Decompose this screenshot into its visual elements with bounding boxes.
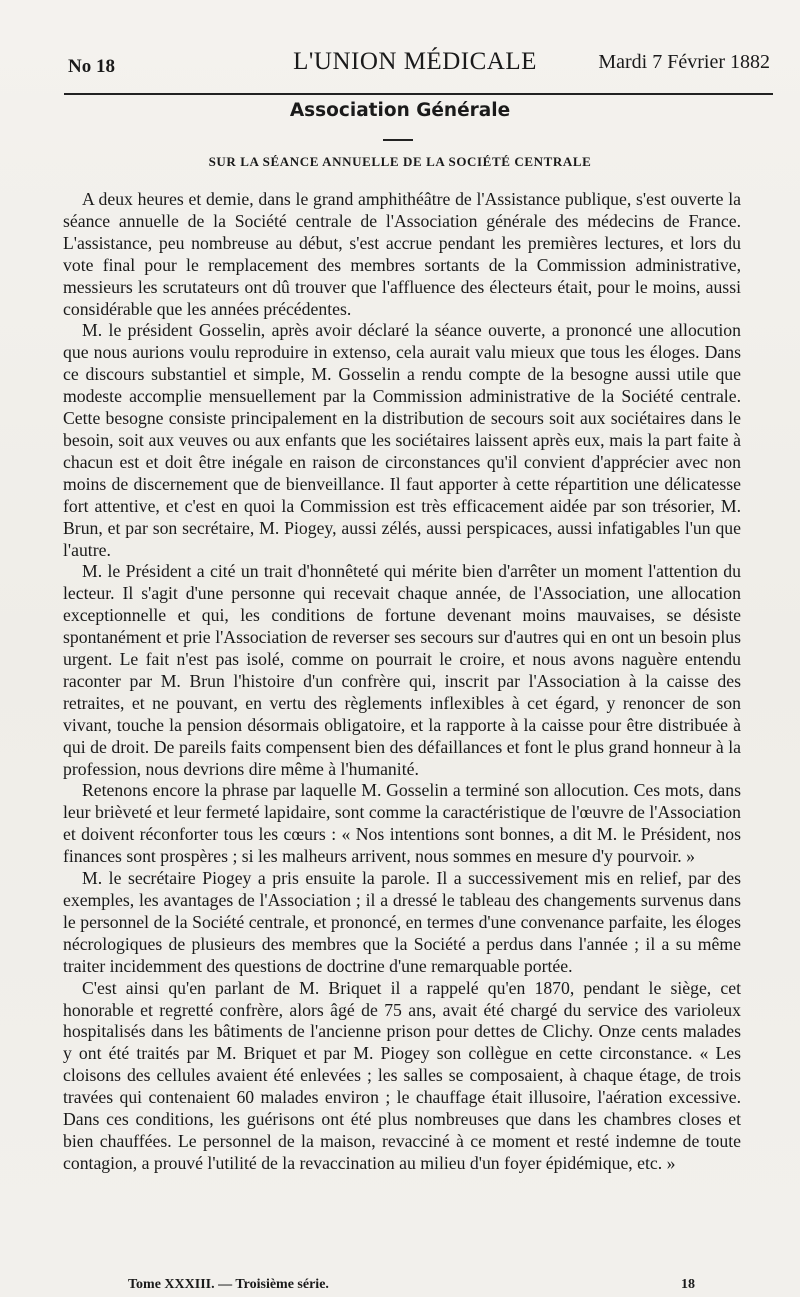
journal-title: L'UNION MÉDICALE	[293, 48, 537, 75]
issue-number: No 18	[68, 56, 115, 77]
title-rule	[383, 139, 413, 141]
paragraph: Retenons encore la phrase par laquelle M. Gosselin a terminé son allocution. Ces mots, dans leur brièveté et leur fermeté lapidaire, sont comme la caractéristique de l'œuvre de l'Association et doivent réconforter tous les cœurs : « Nos intentions sont bonnes, a dit M. le Président, nos finances sont prospères ; si les malheurs arrivent, nous sommes en mesure d'y pourvoir. »	[63, 780, 741, 867]
page-header	[60, 48, 770, 78]
page-number: 18	[681, 1277, 695, 1292]
article-body	[63, 189, 741, 1175]
header-rule	[64, 93, 773, 95]
section-title: Association Générale	[289, 100, 511, 121]
volume-label: Tome XXXIII. — Troisième série.	[128, 1277, 329, 1292]
paragraph: M. le Président a cité un trait d'honnêteté qui mérite bien d'arrêter un moment l'attention du lecteur. Il s'agit d'une personne qui recevait chaque année, de l'Association, une allocation exceptionnelle et qui, les conditions de fortune devenant moins mauvaises, se désiste spontanément et prie l'Association de reverser ses secours sur d'autres qui en ont un besoin plus urgent. Le fait n'est pas isolé, comme on pourrait le croire, et nous avons naguère entendu raconter par M. Brun l'histoire d'un confrère qui, inscrit par l'Association à la caisse des retraites, et ne pouvant, en vertu des règlements inflexibles à cet égard, y renoncer de son vivant, touche la pension désormais obligatoire, et la rapporte à la caisse pour être distribuée à qui de droit. De pareils faits compensent bien des défaillances et font le plus grand honneur à la profession, nous devrions dire même à l'humanité.	[63, 561, 741, 779]
section-subtitle: SUR LA SÉANCE ANNUELLE DE LA SOCIÉTÉ CENTRALE	[208, 154, 592, 169]
paragraph: A deux heures et demie, dans le grand amphithéâtre de l'Assistance publique, s'est ouverte la séance annuelle de la Société centrale de l'Association générale des médecins de France. L'assistance, peu nombreuse au début, s'est accrue pendant les premières lectures, et lors du vote final pour le remplacement des membres sortants de la Commission administrative, messieurs les scrutateurs ont dû trouver que l'affluence des électeurs était, pour le moins, aussi considérable que les années précédentes.	[63, 189, 741, 319]
paragraph: C'est ainsi qu'en parlant de M. Briquet il a rappelé qu'en 1870, pendant le siège, cet honorable et regretté confrère, alors âgé de 75 ans, avait été chargé du service des varioleux hospitalisés dans les bâtiments de l'ancienne prison pour dettes de Clichy. Onze cents malades y ont été traités par M. Briquet et par M. Piogey son collègue en cette circonstance. « Les cloisons des cellules avaient été enlevées ; les salles se composaient, à chaque étage, de trois travées qui contenaient 60 malades environ ; le chauffage était illusoire, l'aération excessive. Dans ces conditions, les guérisons ont été plus nombreuses que dans les chambres closes et bien chauffées. Le personnel de la maison, revacciné à ce moment et resté indemne de toute contagion, a prouvé l'utilité de la revaccination au milieu d'un foyer épidémique, etc. »	[63, 977, 741, 1173]
issue-date: Mardi 7 Février 1882	[598, 51, 770, 73]
paragraph: M. le secrétaire Piogey a pris ensuite la parole. Il a successivement mis en relief, par des exemples, les avantages de l'Association ; il a dressé le tableau des changements survenus dans le personnel de la Société centrale, et prononcé, en termes d'une convenance parfaite, les éloges nécrologiques de plusieurs des membres que la Société a perdus dans l'année ; il a su même traiter incidemment des questions de doctrine d'une remarquable portée.	[63, 868, 741, 976]
paragraph: M. le président Gosselin, après avoir déclaré la séance ouverte, a prononcé une allocution que nous aurions voulu reproduire in extenso, cela aurait valu mieux que tous les éloges. Dans ce discours substantiel et simple, M. Gosselin a rendu compte de la besogne aussi utile que modeste accomplie mensuellement par la Commission administrative de la Société centrale. Cette besogne consiste principalement en la distribution de secours soit aux sociétaires dans le besoin, soit aux veuves ou aux enfants que les sociétaires laissent après eux, mais la part faite à chacun est et doit être inégale en raison de circonstances qu'il convient d'apprécier avec non moins de discernement que de bienveillance. Il faut apporter à cette répartition une délicatesse fort attentive, et c'est en quoi la Commission est très efficacement aidée par son trésorier, M. Brun, et par son secrétaire, M. Piogey, aussi zélés, aussi perspicaces, aussi infatigables l'un que l'autre.	[63, 320, 741, 560]
